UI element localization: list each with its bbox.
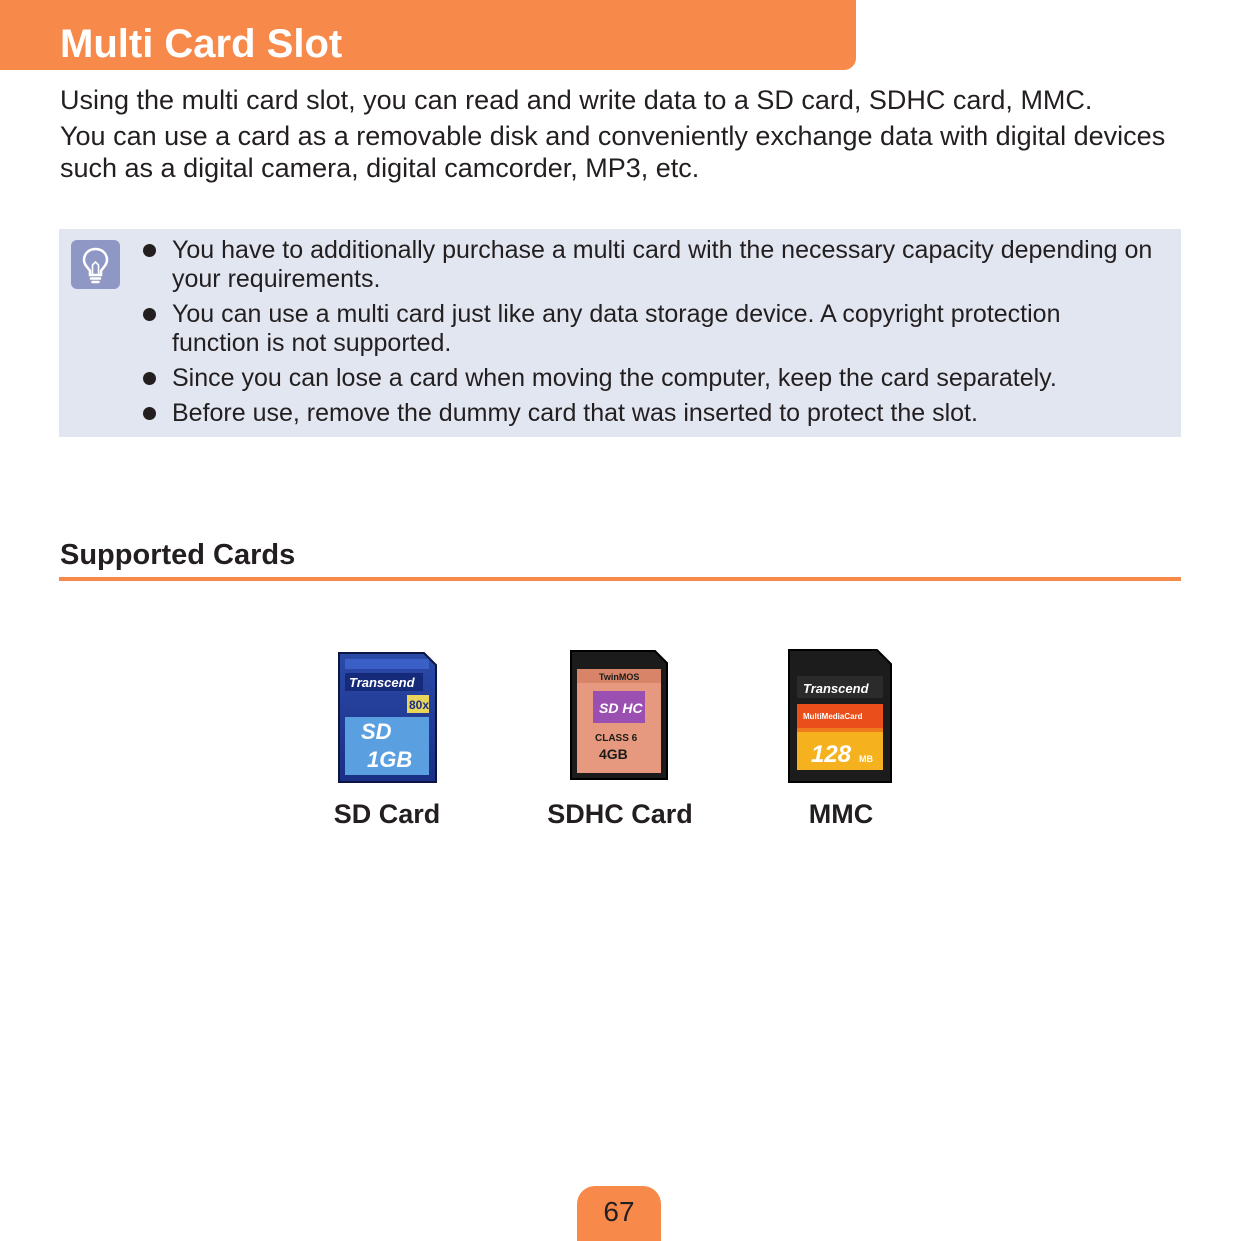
sd-speed-text: 80x — [409, 698, 430, 712]
mmc-logo-text: MultiMediaCard — [803, 712, 863, 721]
bullet-icon — [143, 407, 156, 420]
intro-paragraph-2: You can use a card as a removable disk and conveniently exchange data with digital devices such as a digital camera, digital camcorder, MP3, etc. — [60, 121, 1166, 183]
mmc-brand-text: Transcend — [803, 681, 869, 696]
section-title: Supported Cards — [60, 539, 296, 571]
note-item — [143, 236, 1153, 294]
note-item-text: Since you can lose a card when moving the computer, keep the card separately. — [172, 364, 1057, 392]
note-item — [143, 399, 1153, 428]
intro-paragraph-1: Using the multi card slot, you can read and write data to a SD card, SDHC card, MMC. — [60, 85, 1093, 115]
note-item — [143, 364, 1153, 393]
sd-capacity-text: 1GB — [367, 747, 413, 772]
bullet-icon — [143, 244, 156, 257]
page-number: 67 — [603, 1196, 635, 1227]
page-title: Multi Card Slot — [60, 22, 343, 66]
mmc-capacity-text: 128 — [811, 741, 852, 768]
bullet-icon — [143, 372, 156, 385]
sdhc-brand-text: TwinMOS — [599, 672, 640, 682]
bullet-icon — [143, 308, 156, 321]
note-item-text: You have to additionally purchase a multi card with the necessary capacity depending on your requirements. — [172, 236, 1153, 293]
sd-brand-text: Transcend — [349, 675, 415, 690]
mmc-unit-text: MB — [859, 754, 873, 764]
sdhc-card-image — [569, 649, 669, 781]
card-label-sd: SD Card — [333, 799, 441, 829]
section-divider — [59, 577, 1181, 581]
sdhc-capacity-text: 4GB — [599, 746, 628, 762]
card-label-sdhc: SDHC Card — [547, 799, 693, 829]
lightbulb-icon — [71, 240, 120, 289]
note-item — [143, 300, 1153, 358]
sd-logo-text: SD — [361, 719, 392, 744]
sdhc-logo-text: SD HC — [599, 700, 643, 716]
note-item-text: Before use, remove the dummy card that was inserted to protect the slot. — [172, 399, 978, 427]
card-label-mmc: MMC — [808, 799, 874, 829]
note-list — [143, 236, 1153, 434]
mmc-card-image — [787, 648, 893, 784]
note-item-text: You can use a multi card just like any data storage device. A copyright protection function is not supported. — [172, 300, 1061, 357]
sdhc-class-text: CLASS 6 — [595, 733, 638, 744]
sd-card-image — [337, 651, 438, 784]
